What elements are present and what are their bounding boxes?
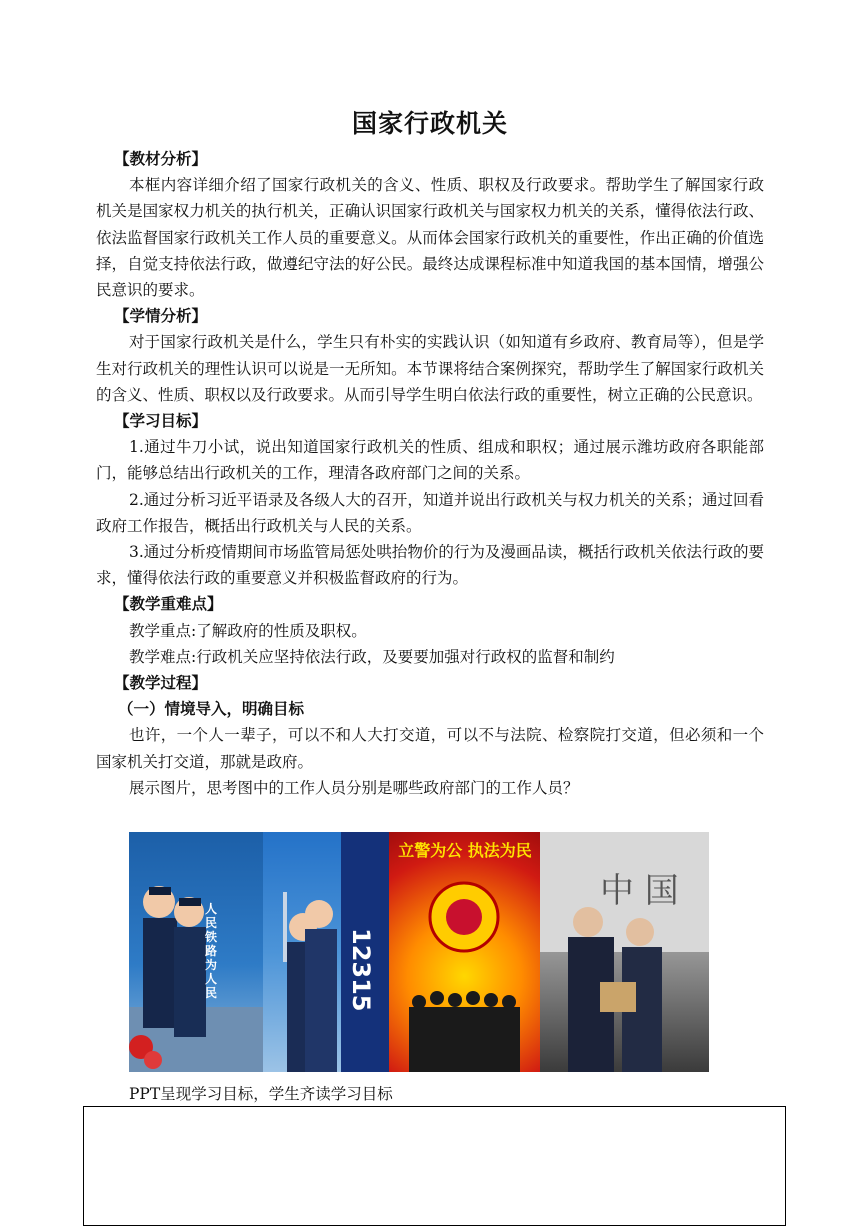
content-box <box>83 1106 786 1226</box>
panel1-slogan: 人民铁路为人民 <box>205 902 218 1000</box>
heading-goals: 【学习目标】 <box>114 412 208 431</box>
subheading-intro: （一）情境导入，明确目标 <box>118 700 305 719</box>
image-police <box>389 832 540 1072</box>
goal-item-1: 1.通过牛刀小试，说出知道国家行政机关的性质、组成和职权；通过展示潍坊政府各职能部门，能够总结出行政机关的工作，理清各政府部门之间的关系。 <box>96 438 764 483</box>
svg-text:中 国: 中 国 <box>600 871 679 911</box>
paragraph-student-analysis: 对于国家行政机关是什么，学生只有朴实的实践认识（如知道有乡政府、教育局等），但是学生对行政机关的理性认识可以说是一无所知。本节课将结合案例探究，帮助学生了解国家行政机关的含义、性质、职权以及行政要求。从而引导学生明白依法行政的重要性，树立正确的公民意识。 <box>96 333 764 404</box>
image-railway-staff <box>129 832 263 1072</box>
police-slogan: 立警为公 执法为民 <box>398 841 532 860</box>
image-strip <box>129 832 709 1072</box>
document-body <box>96 146 764 801</box>
paragraph-intro-1: 也许，一个人一辈子，可以不和人大打交道，可以不与法院、检察院打交道，但必须和一个国家机关打交道，那就是政府。 <box>96 726 764 771</box>
image-customs-officers <box>540 832 709 1072</box>
hotline-number: 12315 <box>347 928 375 1012</box>
heading-key-points: 【教学重难点】 <box>114 595 223 614</box>
heading-student-analysis: 【学情分析】 <box>114 307 208 326</box>
heading-textbook-analysis: 【教材分析】 <box>114 150 208 168</box>
key-focus: 教学重点:了解政府的性质及职权。 <box>129 621 367 640</box>
paragraph-intro-2: 展示图片，思考图中的工作人员分别是哪些政府部门的工作人员？ <box>129 778 579 797</box>
paragraph-textbook-analysis: 本框内容详细介绍了国家行政机关的含义、性质、职权及行政要求。帮助学生了解国家行政机关是国家权力机关的执行机关，正确认识国家行政机关与国家权力机关的关系，懂得依法行政、依法监督国家行政机关工作人员的重要意义。从而体会国家行政机关的重要性，作出正确的价值选择，自觉支持依法行政，做遵纪守法的好公民。最终达成课程标准中知道我国的基本国情，增强公民意识的要求。 <box>96 176 764 300</box>
key-difficulty: 教学难点:行政机关应坚持依法行政，及要要加强对行政权的监督和制约 <box>129 647 615 666</box>
heading-process: 【教学过程】 <box>114 674 208 693</box>
goal-item-2: 2.通过分析习近平语录及各级人大的召开，知道并说出行政机关与权力机关的关系；通过回看政府工作报告，概括出行政机关与人民的关系。 <box>96 490 764 535</box>
goal-item-3: 3.通过分析疫情期间市场监管局惩处哄抬物价的行为及漫画品读，概括行政机关依法行政的要求，懂得依法行政的重要意义并积极监督政府的行为。 <box>96 543 764 588</box>
image-12315-staff <box>263 832 389 1072</box>
document-title: 国家行政机关 <box>351 109 508 138</box>
caption-text: PPT呈现学习目标，学生齐读学习目标 <box>129 1085 393 1103</box>
